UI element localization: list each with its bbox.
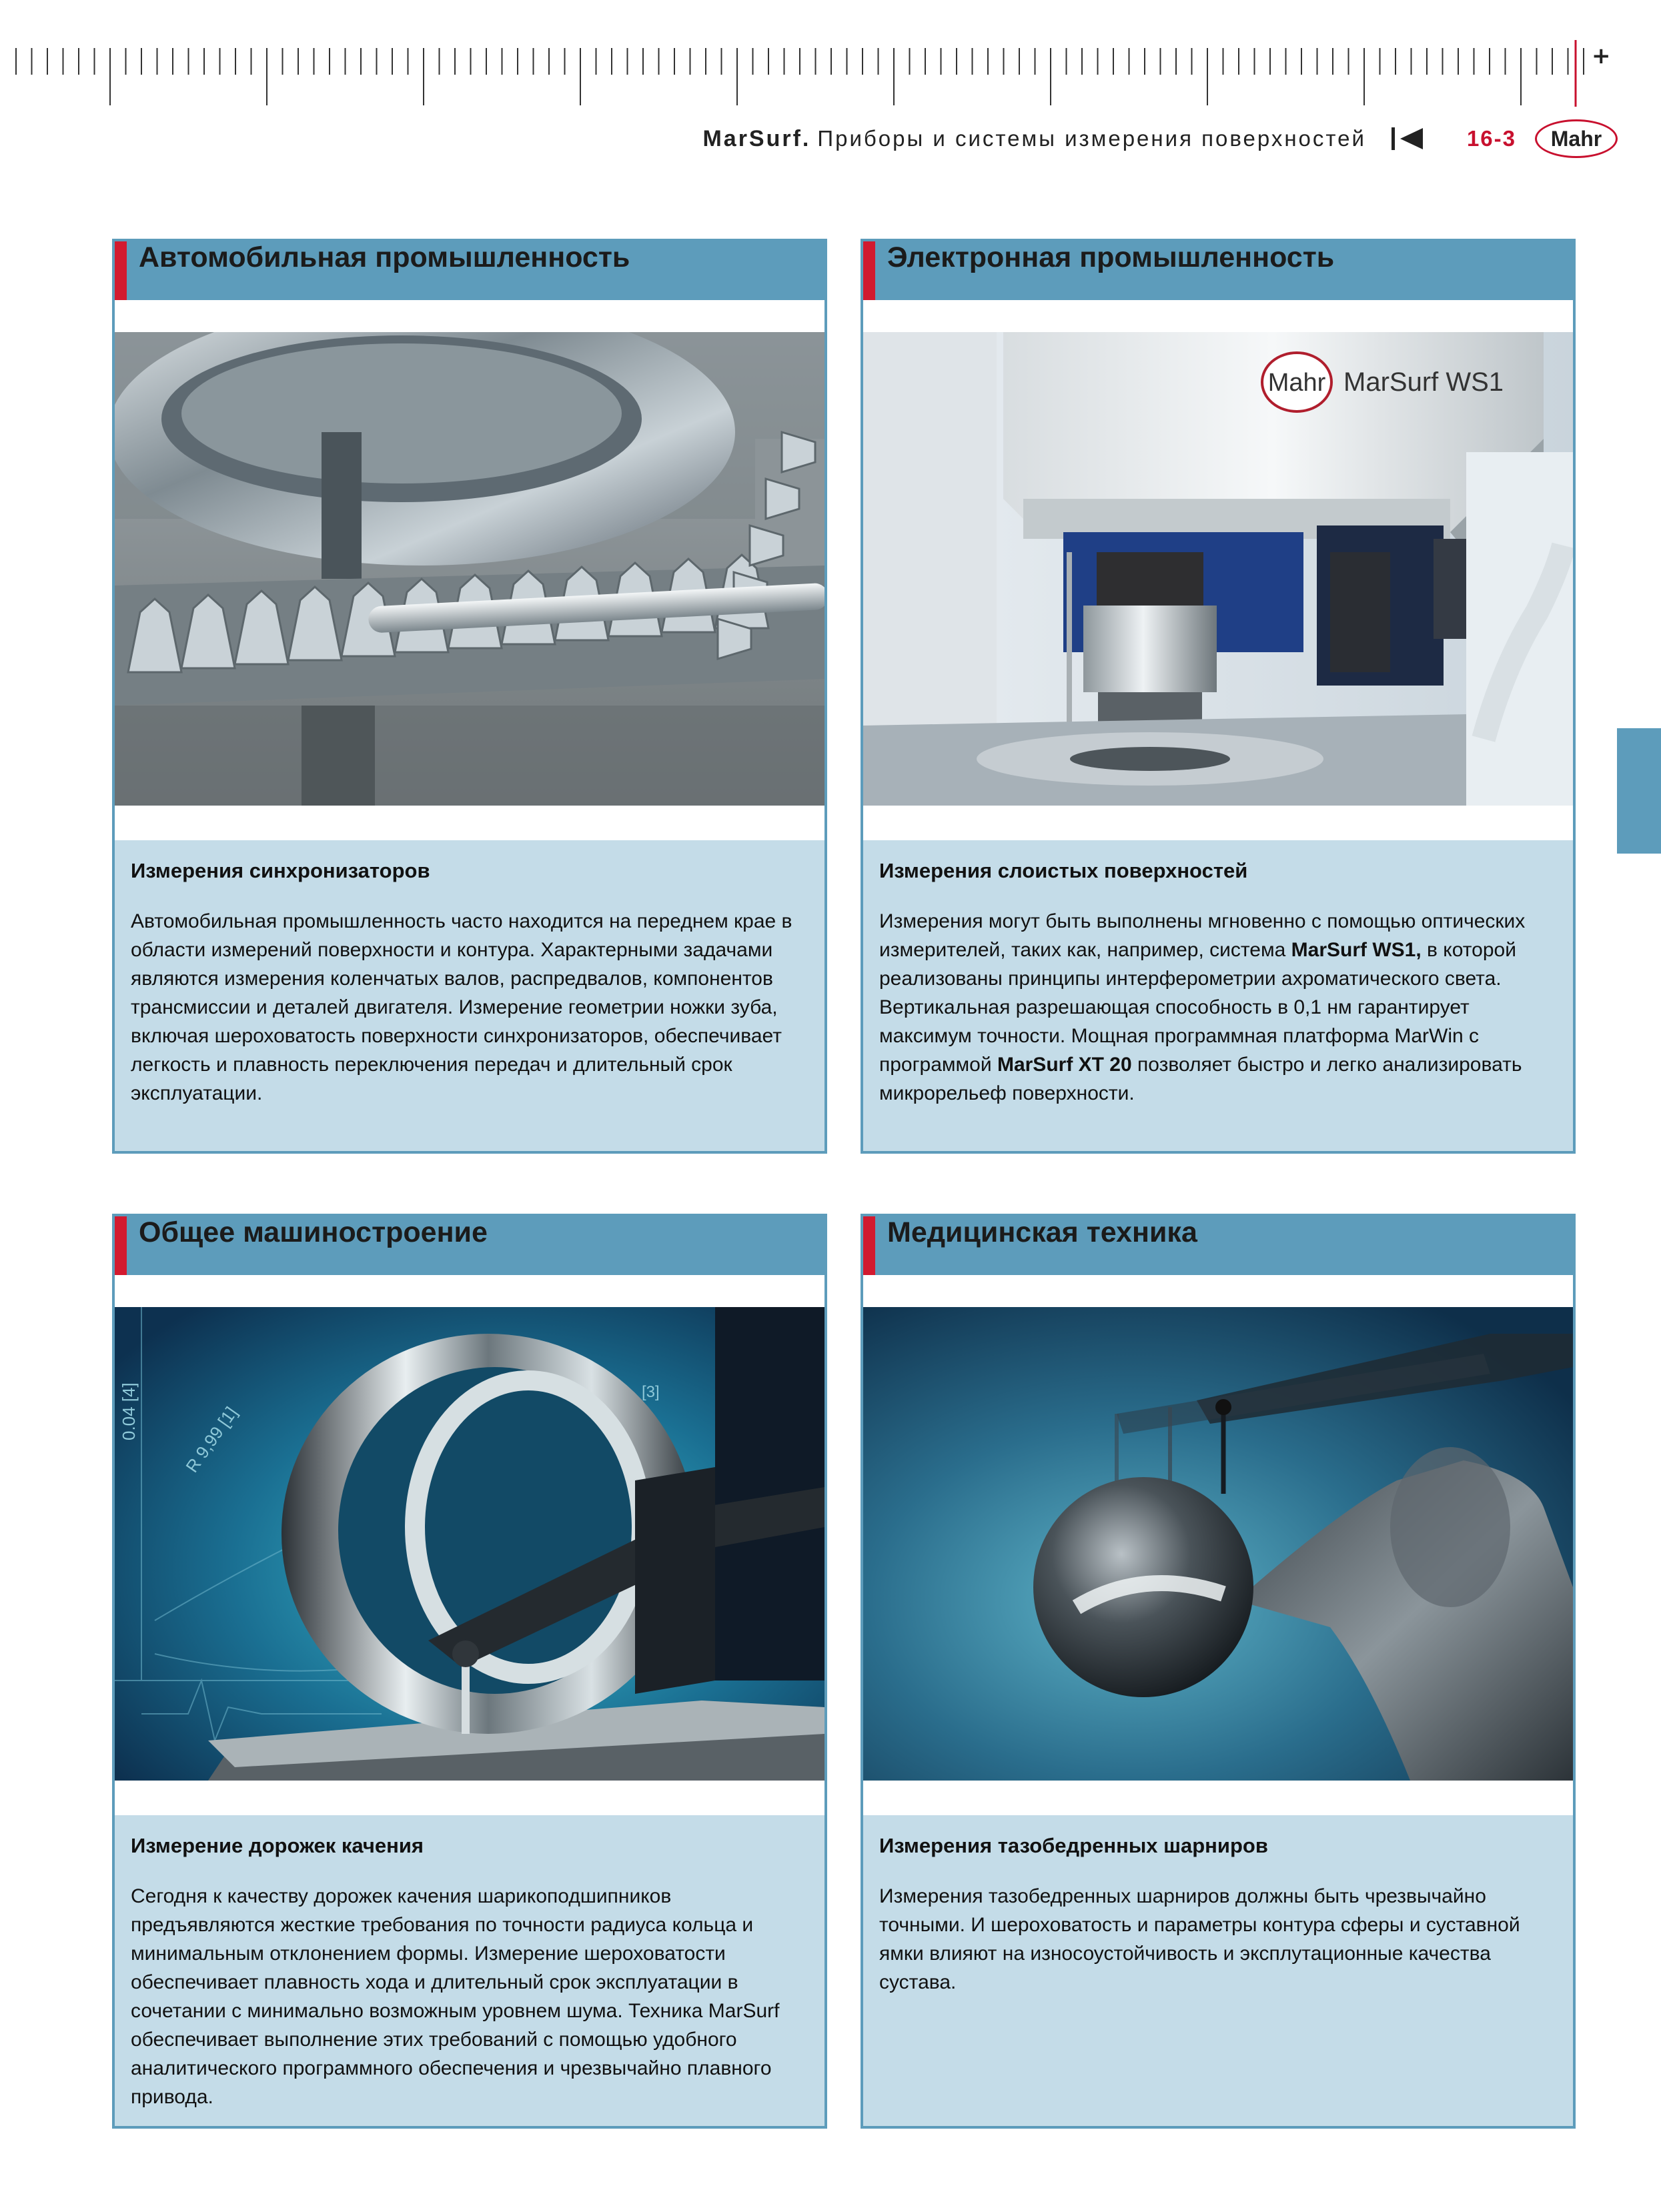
panel-mechanical-engineering: [112, 1214, 827, 2129]
photo-model-label: MarSurf WS1: [1343, 367, 1504, 397]
chapter-side-tab: [1617, 728, 1661, 854]
back-arrow-icon: [1400, 128, 1423, 149]
panel-body: Измерения тазобедренных шарниров должны быть чрезвычайно точными. И шероховатость и параметры контура сферы и суставной ямки влияют на износоустойчивость и эксплутационные качества сустава.: [879, 1885, 1520, 1993]
panel-medical-technology: [861, 1214, 1576, 2129]
body-text: Измерения могут быть выполнены мгновенно с помощью оптических измерителей, таких как, например, система: [879, 910, 1526, 961]
panel-text: [863, 840, 1573, 1151]
panel-title: Медицинская техника: [887, 1216, 1197, 1248]
panel-title-bar: [863, 1216, 1573, 1275]
ruler-plus-mark: +: [1592, 43, 1611, 69]
photo-bearing-ring: [115, 1307, 824, 1781]
photo-logo-mahr: Mahr: [1267, 369, 1326, 397]
panel-body: Сегодня к качеству дорожек качения шарикоподшипников предъявляются жесткие требования по точности радиуса кольца и минимальным отклонением формы. Измерение шероховатости обеспечивает плавность хода и длительный срок эксплуатации в сочетании с минимально возможным уровнем шума. Техника MarSurf обеспечивает выполнение этих требований с помощью удобного аналитического программного обеспечения и чрезвычайно плавного привода.: [131, 1885, 780, 2108]
panel-text: [863, 1815, 1573, 2126]
page-header: [702, 119, 1618, 159]
nav-bar-mark: [1392, 127, 1395, 150]
panel-text: [115, 840, 824, 1151]
drawing-label-tolerance: 0.04 [4]: [119, 1382, 139, 1440]
panel-body: Автомобильная промышленность часто находится на переднем крае в области измерений поверхности и контура. Характерными задачами являются измерения коленчатых валов, распредвалов, компонентов трансмиссии и деталей двигателя. Измерение геометрии ножки зуба, включая шероховатость поверхности синхронизаторов, обеспечивает легкость и плавность переключения передач и длительный срок эксплуатации.: [131, 910, 792, 1104]
body-text: в которой реализованы принципы интерферометрии ахроматического света. Вертикальная разрешающая способность в 0,1 нм гарантирует максимум точности. Мощная программная платформа MarWin с программой: [879, 939, 1516, 1076]
panel-title: Автомобильная промышленность: [139, 241, 630, 273]
panel-body: [879, 907, 1557, 1108]
panel-title-bar: [115, 1216, 824, 1275]
panel-text: [115, 1815, 824, 2126]
title-accent: [863, 241, 875, 300]
panel-subheading: Измерения слоистых поверхностей: [879, 859, 1248, 882]
body-text: позволяет быстро и легко анализировать микрорельеф поверхности.: [879, 1054, 1522, 1104]
panel-title-bar: [863, 241, 1573, 300]
panel-title-bar: [115, 241, 824, 300]
drawing-label-3: [3]: [642, 1383, 660, 1401]
photo-hip-joint: [863, 1307, 1573, 1781]
page-number: 16-3: [1466, 126, 1516, 151]
header-subtitle: Приборы и системы измерения поверхностей: [817, 126, 1366, 151]
panel-subheading: Измерение дорожек качения: [131, 1834, 424, 1857]
photo-synchronizer-gear: [115, 332, 824, 806]
body-bold-product: MarSurf XT 20: [997, 1054, 1132, 1076]
panel-electronics: [861, 239, 1576, 1154]
title-accent: [115, 1216, 127, 1275]
header-brand: MarSurf.: [702, 125, 811, 151]
panel-title: Электронная промышленность: [887, 241, 1335, 273]
panel-subheading: Измерения синхронизаторов: [131, 859, 430, 882]
title-accent: [863, 1216, 875, 1275]
drawing-label-radius: R 9,99 [1]: [181, 1402, 241, 1476]
mahr-logo: Mahr: [1535, 119, 1618, 158]
panel-title: Общее машиностроение: [139, 1216, 488, 1248]
panel-subheading: Измерения тазобедренных шарниров: [879, 1834, 1268, 1857]
top-ruler: [0, 0, 1661, 113]
panel-automotive: [112, 239, 827, 1154]
body-bold-product: MarSurf WS1,: [1291, 939, 1422, 961]
title-accent: [115, 241, 127, 300]
photo-marsurf-ws1: [863, 332, 1573, 806]
